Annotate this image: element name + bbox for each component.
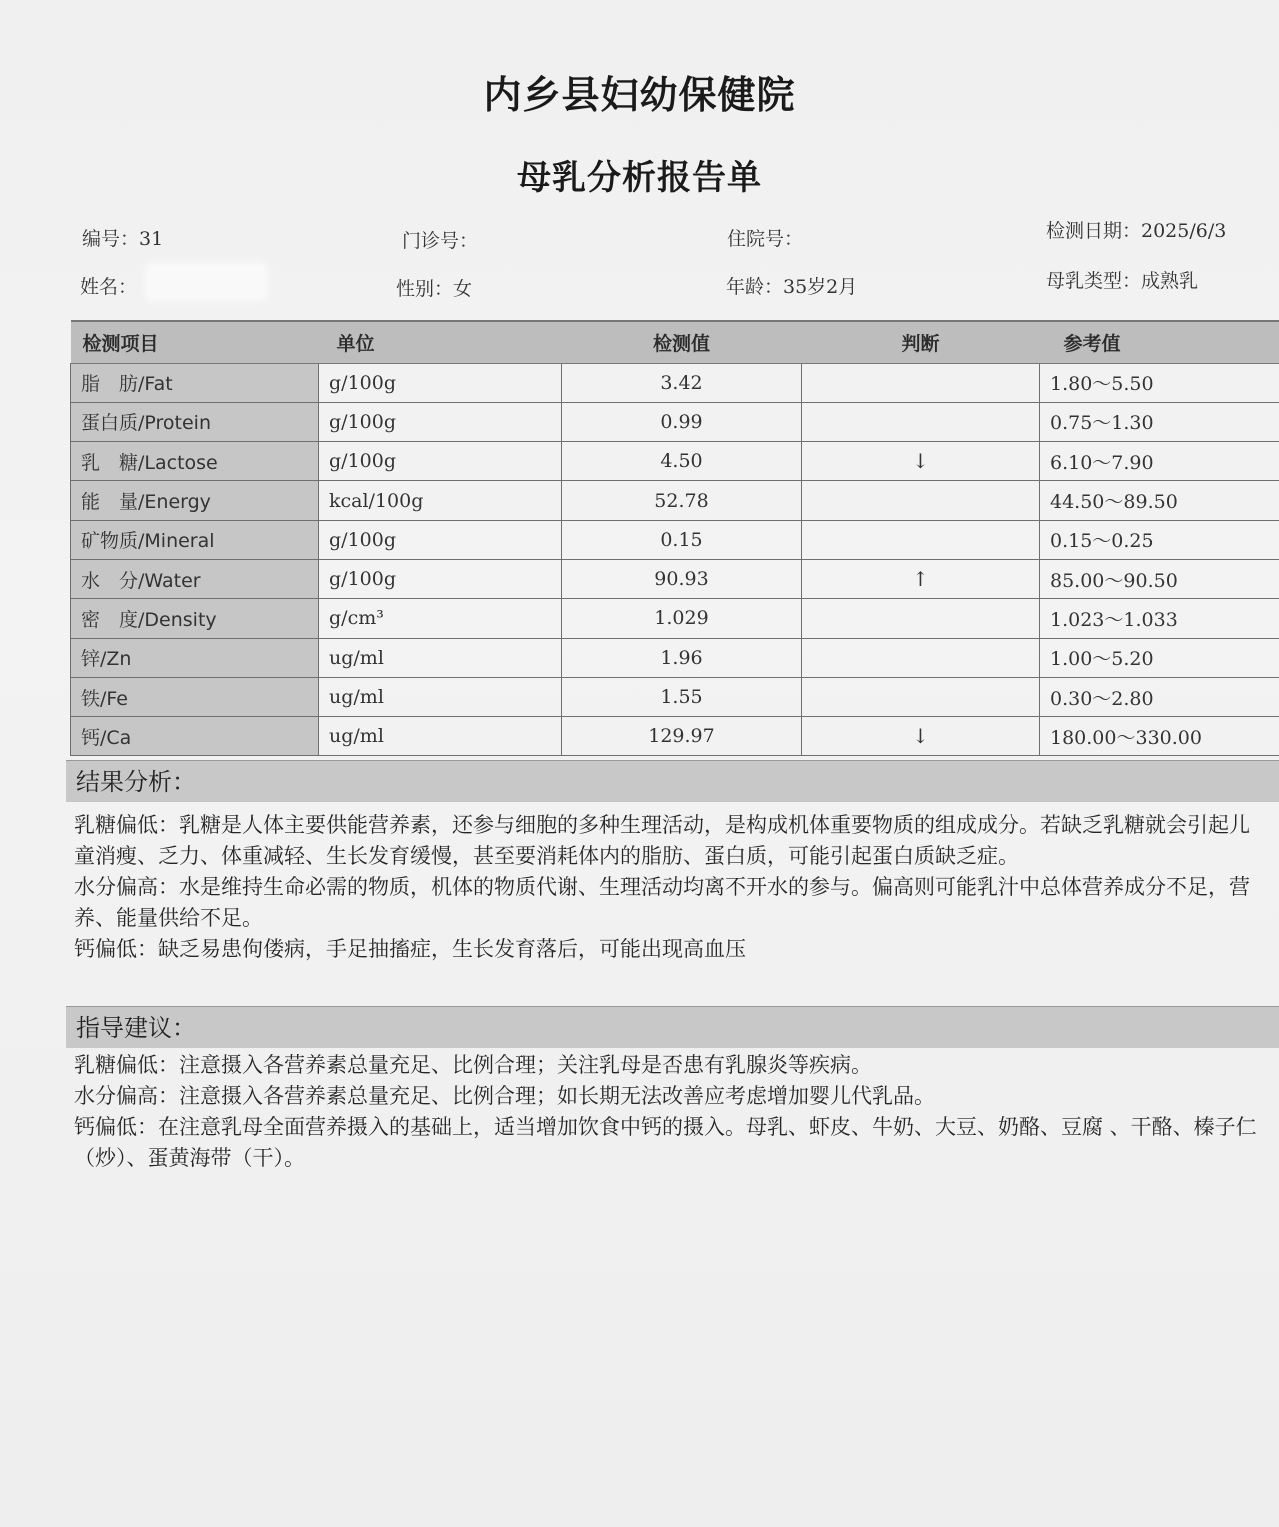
results-table — [70, 320, 1279, 756]
guidance-water: 水分偏高：注意摄入各营养素总量充足、比例合理；如长期无法改善应考虑增加婴儿代乳品。 — [74, 1084, 935, 1108]
row-reference: 0.75～1.30 — [1040, 402, 1279, 441]
table-row — [71, 599, 1279, 638]
row-value: 52.78 — [562, 481, 802, 520]
analysis-water: 水分偏高：水是维持生命必需的物质，机体的物质代谢、生理活动均离不开水的参与。偏高则可能乳汁中总体营养成分不足，营养、能量供给不足。 — [74, 875, 1250, 930]
patient-age: 年龄：35岁2月 — [726, 276, 858, 298]
header-item: 检测项目 — [71, 321, 319, 363]
row-value: 1.55 — [562, 677, 802, 716]
row-value: 0.15 — [562, 520, 802, 559]
analysis-section-title: 结果分析： — [66, 760, 1279, 802]
table-row — [71, 442, 1279, 481]
redacted-name — [148, 266, 264, 298]
row-item: 能 量/Energy — [71, 481, 319, 520]
row-flag — [802, 402, 1040, 441]
table-row — [71, 363, 1279, 402]
row-value: 3.42 — [562, 363, 802, 402]
row-value: 129.97 — [562, 717, 802, 756]
row-unit: ug/ml — [319, 677, 562, 716]
milk-type: 母乳类型：成熟乳 — [1046, 270, 1199, 292]
row-item: 水 分/Water — [71, 559, 319, 598]
outpatient-number: 门诊号： — [402, 230, 479, 252]
table-row — [71, 677, 1279, 716]
table-row — [71, 638, 1279, 677]
guidance-text — [74, 1050, 1259, 1174]
row-flag — [802, 677, 1040, 716]
row-item: 脂 肪/Fat — [71, 363, 319, 402]
row-unit: g/100g — [319, 363, 562, 402]
guidance-lactose: 乳糖偏低：注意摄入各营养素总量充足、比例合理；关注乳母是否患有乳腺炎等疾病。 — [74, 1053, 872, 1077]
row-reference: 44.50～89.50 — [1040, 481, 1279, 520]
row-flag — [802, 599, 1040, 638]
row-reference: 0.15～0.25 — [1040, 520, 1279, 559]
row-item: 锌/Zn — [71, 638, 319, 677]
table-row — [71, 559, 1279, 598]
row-value: 1.029 — [562, 599, 802, 638]
test-date: 检测日期：2025/6/3 — [1046, 220, 1227, 242]
row-flag — [802, 363, 1040, 402]
row-unit: ug/ml — [319, 717, 562, 756]
row-item: 乳 糖/Lactose — [71, 442, 319, 481]
row-flag — [802, 638, 1040, 677]
inpatient-number: 住院号： — [727, 228, 804, 250]
row-item: 蛋白质/Protein — [71, 402, 319, 441]
row-reference: 1.80～5.50 — [1040, 363, 1279, 402]
row-unit: g/100g — [319, 402, 562, 441]
analysis-calcium: 钙偏低：缺乏易患佝偻病，手足抽搐症，生长发育落后，可能出现高血压 — [74, 937, 746, 961]
row-unit: kcal/100g — [319, 481, 562, 520]
guidance-calcium: 钙偏低：在注意乳母全面营养摄入的基础上，适当增加饮食中钙的摄入。母乳、虾皮、牛奶、大豆、奶酪、豆腐 、干酪、榛子仁（炒）、蛋黄海带（干）。 — [74, 1115, 1257, 1170]
analysis-text — [74, 810, 1259, 965]
table-row — [71, 520, 1279, 559]
row-reference: 180.00～330.00 — [1040, 717, 1279, 756]
row-flag-low: ↓ — [802, 717, 1040, 756]
header-value: 检测值 — [562, 321, 802, 363]
header-unit: 单位 — [319, 321, 562, 363]
row-reference: 6.10～7.90 — [1040, 442, 1279, 481]
row-flag-high: ↑ — [802, 559, 1040, 598]
table-row — [71, 717, 1279, 756]
hospital-name: 内乡县妇幼保健院 — [483, 73, 796, 117]
row-unit: g/100g — [319, 520, 562, 559]
patient-gender: 性别：女 — [396, 278, 473, 300]
row-value: 1.96 — [562, 638, 802, 677]
row-value: 90.93 — [562, 559, 802, 598]
serial-number: 编号：31 — [82, 228, 164, 250]
patient-name: 姓名： — [80, 276, 138, 298]
header-judgement: 判断 — [802, 321, 1040, 363]
table-header-row — [71, 321, 1279, 363]
row-unit: g/cm³ — [319, 599, 562, 638]
table-row — [71, 402, 1279, 441]
report-title: 母乳分析报告单 — [517, 158, 762, 198]
guidance-section-title: 指导建议： — [66, 1006, 1279, 1048]
row-unit: g/100g — [319, 559, 562, 598]
row-item: 钙/Ca — [71, 717, 319, 756]
row-flag — [802, 481, 1040, 520]
row-unit: ug/ml — [319, 638, 562, 677]
row-item: 矿物质/Mineral — [71, 520, 319, 559]
row-item: 密 度/Density — [71, 599, 319, 638]
row-item: 铁/Fe — [71, 677, 319, 716]
row-reference: 85.00～90.50 — [1040, 559, 1279, 598]
header-reference: 参考值 — [1040, 321, 1279, 363]
table-row — [71, 481, 1279, 520]
analysis-lactose: 乳糖偏低：乳糖是人体主要供能营养素，还参与细胞的多种生理活动，是构成机体重要物质的组成成分。若缺乏乳糖就会引起儿童消瘦、乏力、体重减轻、生长发育缓慢，甚至要消耗体内的脂肪、蛋白质，可能引起蛋白质缺乏症。 — [74, 813, 1250, 868]
row-value: 0.99 — [562, 402, 802, 441]
row-unit: g/100g — [319, 442, 562, 481]
row-value: 4.50 — [562, 442, 802, 481]
row-reference: 0.30～2.80 — [1040, 677, 1279, 716]
row-flag — [802, 520, 1040, 559]
row-flag-low: ↓ — [802, 442, 1040, 481]
row-reference: 1.00～5.20 — [1040, 638, 1279, 677]
row-reference: 1.023～1.033 — [1040, 599, 1279, 638]
